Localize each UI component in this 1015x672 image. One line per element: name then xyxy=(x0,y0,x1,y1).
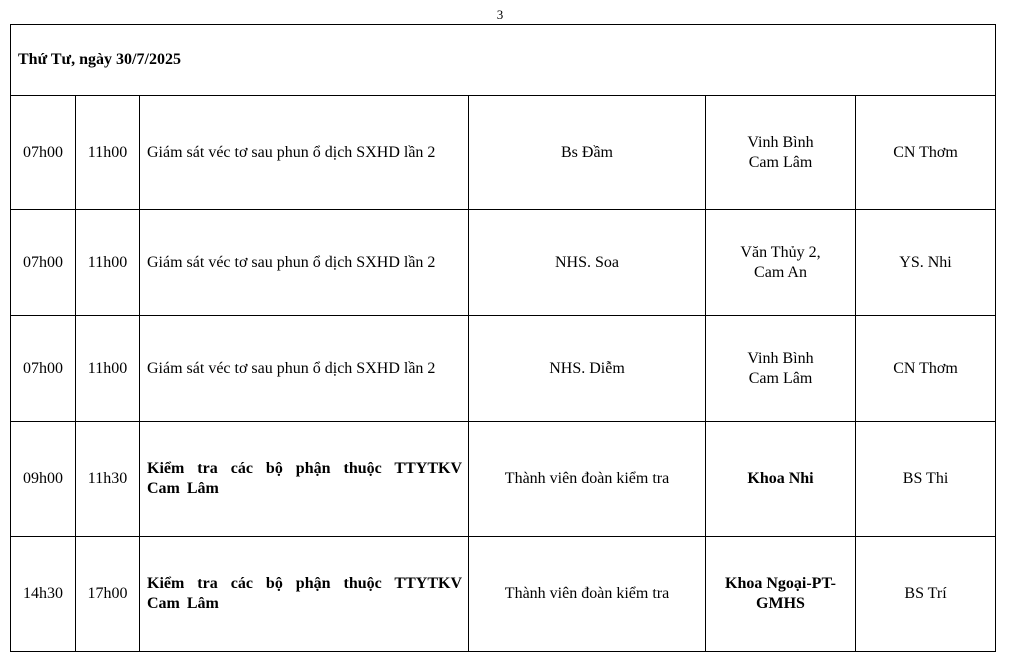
lead-cell: BS Trí xyxy=(856,537,996,652)
end-time: 11h00 xyxy=(76,316,140,422)
lead-cell: BS Thi xyxy=(856,422,996,537)
task-cell xyxy=(140,210,469,316)
task-cell xyxy=(140,537,469,652)
end-time: 11h30 xyxy=(76,422,140,537)
end-time: 11h00 xyxy=(76,96,140,210)
start-time: 07h00 xyxy=(11,210,76,316)
page-number: 3 xyxy=(496,7,504,22)
task-cell xyxy=(140,96,469,210)
location-line-1: Văn Thủy 2, xyxy=(740,243,821,261)
lead-cell: YS. Nhi xyxy=(856,210,996,316)
lead-cell: CN Thơm xyxy=(856,96,996,210)
end-time: 11h00 xyxy=(76,210,140,316)
start-time: 09h00 xyxy=(11,422,76,537)
schedule-table xyxy=(10,24,996,652)
staff-cell: NHS. Diễm xyxy=(469,316,706,422)
location-line-1: Khoa Nhi xyxy=(747,470,814,487)
task-cell xyxy=(140,316,469,422)
staff-cell: Thành viên đoàn kiểm tra xyxy=(469,422,706,537)
start-time: 07h00 xyxy=(11,316,76,422)
task-text: Kiểm tra các bộ phận thuộc TTYTKV Cam Lâm xyxy=(147,575,462,612)
location-line-1: Khoa Ngoại-PT- xyxy=(725,575,836,592)
location-cell xyxy=(706,422,856,537)
staff-cell: Thành viên đoàn kiểm tra xyxy=(469,537,706,652)
location-line-2: Cam Lâm xyxy=(748,369,813,387)
staff-cell: NHS. Soa xyxy=(469,210,706,316)
task-text: Giám sát véc tơ sau phun ổ dịch SXHD lần 2 xyxy=(147,143,436,161)
table-row xyxy=(11,316,996,422)
lead-cell: CN Thơm xyxy=(856,316,996,422)
task-text: Kiểm tra các bộ phận thuộc TTYTKV Cam Lâm xyxy=(147,460,462,497)
location-line-2: Cam An xyxy=(754,263,807,281)
location-line-2: Cam Lâm xyxy=(748,153,813,171)
staff-cell: Bs Đầm xyxy=(469,96,706,210)
start-time: 14h30 xyxy=(11,537,76,652)
table-row xyxy=(11,422,996,537)
location-cell xyxy=(706,210,856,316)
location-cell xyxy=(706,96,856,210)
task-text: Giám sát véc tơ sau phun ổ dịch SXHD lần 2 xyxy=(147,359,436,377)
end-time: 17h00 xyxy=(76,537,140,652)
task-text: Giám sát véc tơ sau phun ổ dịch SXHD lần 2 xyxy=(147,253,436,271)
table-row xyxy=(11,537,996,652)
day-header: Thứ Tư, ngày 30/7/2025 xyxy=(11,25,996,96)
start-time: 07h00 xyxy=(11,96,76,210)
location-cell xyxy=(706,316,856,422)
task-cell xyxy=(140,422,469,537)
day-header-row xyxy=(11,25,996,96)
table-row xyxy=(11,210,996,316)
table-row xyxy=(11,96,996,210)
location-line-1: Vinh Bình xyxy=(747,349,814,367)
location-line-2: GMHS xyxy=(756,595,805,612)
location-cell xyxy=(706,537,856,652)
location-line-1: Vinh Bình xyxy=(747,133,814,151)
